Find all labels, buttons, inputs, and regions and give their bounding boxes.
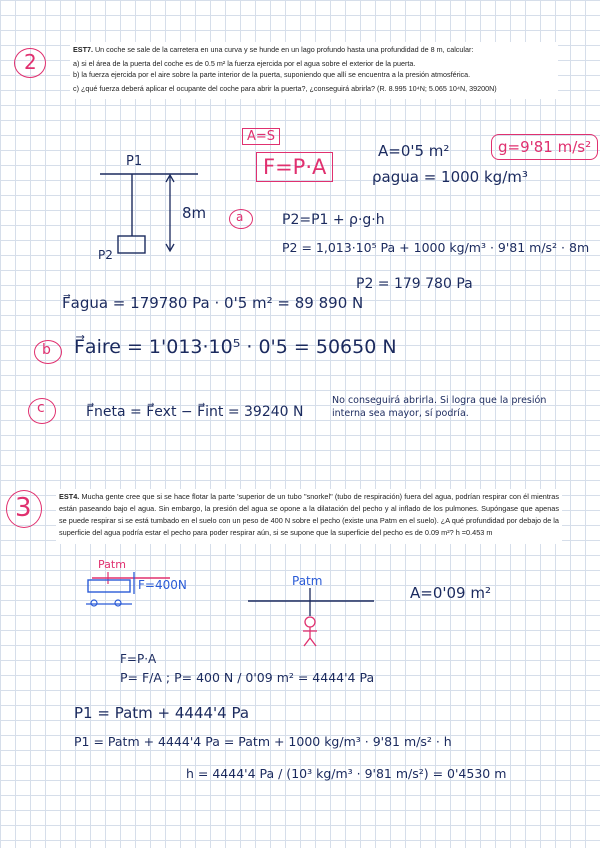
patm-label-2: Patm: [292, 574, 323, 588]
eq-pressure-substituted: P2 = 1,013·10⁵ Pa + 1000 kg/m³ · 9'81 m/s² · 8m: [282, 240, 590, 255]
problem1-part-a: a) si el área de la puerta del coche es de 0.5 m² la fuerza ejercida por el agua sobre el exterior de la puerta.: [73, 59, 416, 68]
problem1-part-b: b) la fuerza ejercida por el aire sobre la parte interior de la puerta, suponiendo que allí se encuentra a la presión atmosférica.: [73, 70, 471, 79]
problem2-text: Mucha gente cree que si se hace flotar la parte 'superior de un tubo "snorkel" (tubo de respiración) fuera del agua, podrían respirar con él mientras están paseando bajo el agua. Sin embargo, la presión del agua se opone a la dilatación del pecho y al inflado de los pulmones. Supóngase que apenas se puede respirar si se está tumbado en el suelo con un peso de 400 N sobre el pecho (existe una Patm en el suelo). ¿A qué profundidad por debajo de la superficie del agua podría estar el pecho para poder respirar aún, si se supone que la superficie del pecho es de 0.09 m²? h =0.453 m: [59, 492, 560, 537]
problem1-part-c: c) ¿qué fuerza deberá aplicar el ocupante del coche para abrir la puerta?, ¿conseguirá abrirla? (R. 8.995 10⁴N; 5.065 10⁴N, 39200N): [73, 84, 497, 93]
force-air: F⃗aire = 1'013·10⁵ · 0'5 = 50650 N: [74, 336, 397, 358]
eq2-pressure-calc: P= F/A ; P= 400 N / 0'09 m² = 4444'4 Pa: [120, 670, 375, 685]
problem2-title: EST4.: [59, 492, 80, 501]
formula-text: F=P·A: [263, 155, 327, 179]
gravity-box: [491, 134, 598, 160]
patm-label-1: Patm: [98, 558, 126, 571]
part-b-circle: b: [34, 340, 62, 364]
eq2-depth-result: h = 4444'4 Pa / (10³ kg/m³ · 9'81 m/s²) = 0'4530 m: [186, 766, 507, 781]
p2-label: P2: [98, 248, 113, 262]
problem1-statement: [70, 42, 558, 99]
problem1-intro: Un coche se sale de la carretera en una curva y se hunde en un lago profundo hasta una profundidad de 8 m, calcular:: [94, 45, 474, 54]
formula-box: [256, 152, 333, 182]
density-value: ρagua = 1000 kg/m³: [372, 168, 528, 186]
problem2-number: 3: [15, 493, 32, 523]
eq2-force-formula: F=P·A: [120, 652, 157, 666]
chest-area: A=0'09 m²: [410, 584, 491, 602]
conclusion-note: No conseguirá abrirla. Si logra que la presión interna sea mayor, sí podría.: [332, 395, 547, 419]
weight-force-label: F=400N: [138, 578, 187, 592]
part-c-circle: c: [28, 398, 56, 424]
problem1-title: EST7.: [73, 45, 93, 54]
eq2-p1-expression: P1 = Patm + 4444'4 Pa: [74, 704, 250, 722]
part-a-circle: a: [229, 209, 253, 229]
area-value: A=0'5 m²: [378, 142, 450, 160]
gravity-text: g=9'81 m/s²: [498, 138, 592, 156]
problem1-number-circle: [14, 48, 46, 78]
force-water: F⃗agua = 179780 Pa · 0'5 m² = 89 890 N: [62, 294, 364, 312]
problem2-statement: [56, 489, 562, 544]
p1-label: P1: [126, 154, 143, 169]
eq2-p1-equality: P1 = Patm + 4444'4 Pa = Patm + 1000 kg/m³ · 9'81 m/s² · h: [74, 734, 452, 749]
depth-label: 8m: [182, 204, 207, 222]
eq-pressure-formula: P2=P1 + ρ·g·h: [282, 212, 385, 228]
force-net: F⃗neta = F⃗ext − F⃗int = 39240 N: [86, 404, 304, 420]
eq-pressure-result: P2 = 179 780 Pa: [356, 276, 473, 292]
given-area-text: A=S: [247, 129, 276, 144]
problem1-number: 2: [24, 50, 37, 74]
given-area-box: [242, 128, 280, 145]
problem2-number-circle: [6, 490, 46, 530]
